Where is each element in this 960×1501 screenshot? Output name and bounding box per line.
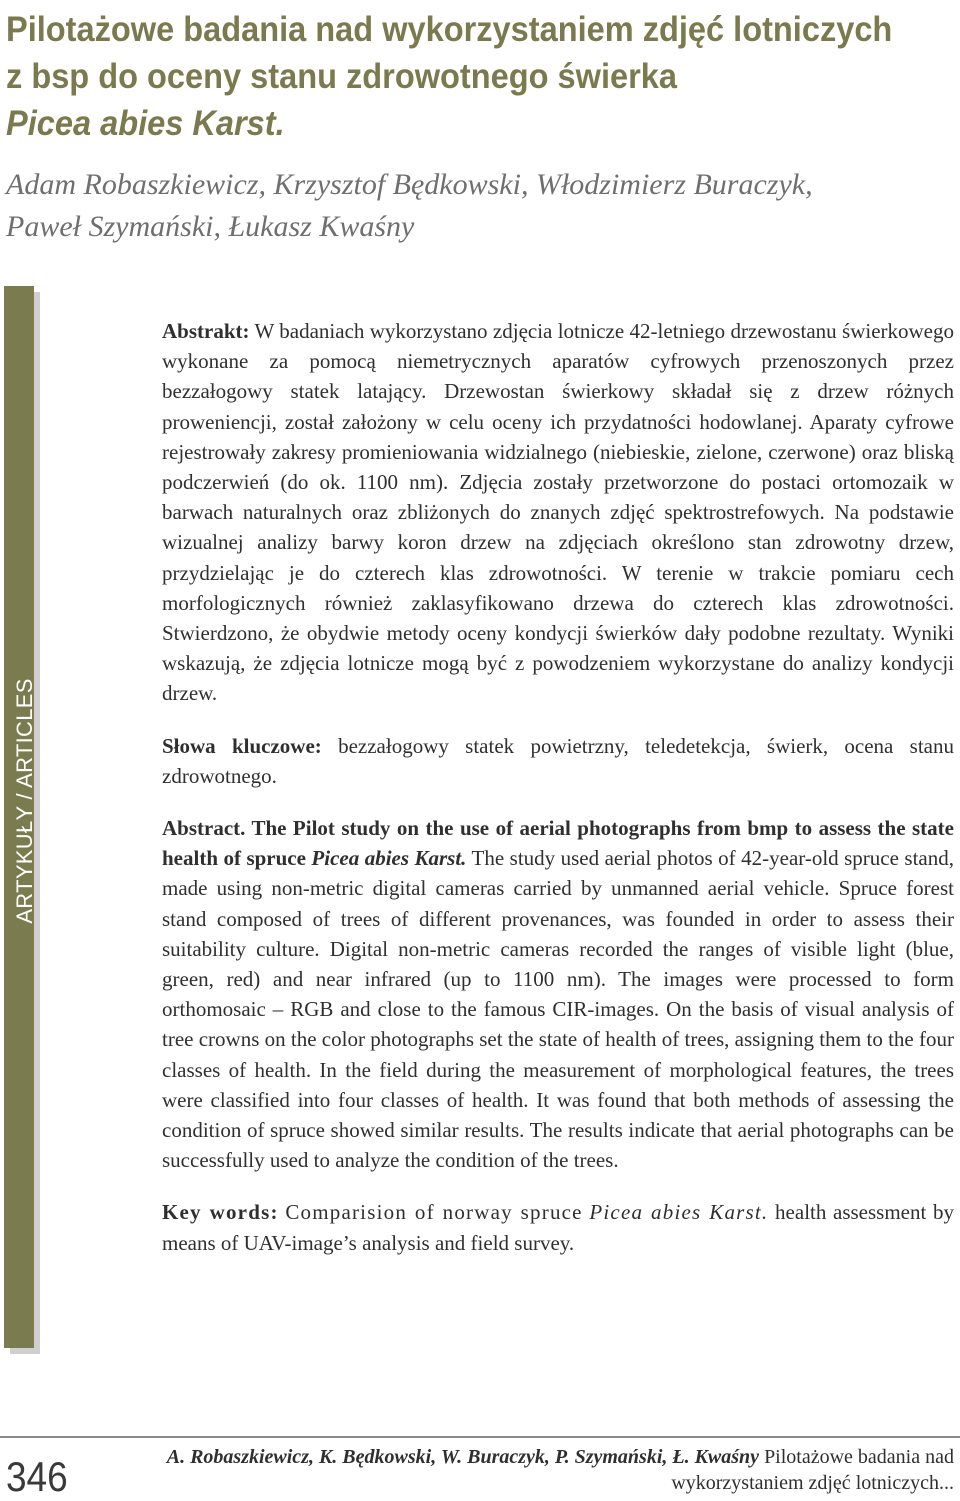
keywords-english-species: Picea abies Karst. bbox=[589, 1200, 769, 1225]
article-title bbox=[6, 6, 893, 147]
article-title-line-1: Pilotażowe badania nad wykorzystaniem zdjęć lotniczych bbox=[6, 10, 893, 49]
running-footer-title: Pilotażowe badania nad wykorzystaniem zdjęć lotniczych... bbox=[671, 1446, 954, 1494]
abstract-english-text: The study used aerial photos of 42-year-old spruce stand, made using non-metric digital cameras carried by unmanned aerial vehicle. Spruce forest stand composed of trees of different provenances, was founded in order to assess their suitability culture. Digital non-metric cameras recorded the ranges of visible light (blue, green, red) and near infrared (up to 1100 nm). The images were processed to form orthomosaic – RGB and close to the famous CIR-images. On the basis of visual analysis of tree crowns on the color photographs set the state of health of trees, assigning them to the four classes of health. In the field during the measurement of morphological features, the trees were classified into four classes of health. It was found that both methods of assessing the condition of spruce showed similar results. The results indicate that aerial photographs can be successfully used to analyze the condition of the trees. bbox=[162, 846, 954, 1173]
article-title-line-2: z bsp do oceny stanu zdrowotnego świerka bbox=[6, 57, 677, 96]
running-footer-authors: A. Robaszkiewicz, K. Będkowski, W. Buraczyk, P. Szymański, Ł. Kwaśny bbox=[166, 1446, 760, 1468]
footer-divider bbox=[0, 1436, 960, 1438]
keywords-polish-label: Słowa kluczowe: bbox=[162, 733, 322, 758]
author-list-line-2: Paweł Szymański, Łukasz Kwaśny bbox=[6, 210, 415, 243]
running-footer bbox=[134, 1444, 954, 1496]
keywords-english-label: Key words: bbox=[162, 1200, 279, 1225]
keywords-english bbox=[162, 1197, 954, 1257]
keywords-polish-text: bezzałogowy statek powietrzny, teledetekcja, świerk, ocena stanu zdrowotnego. bbox=[162, 733, 955, 788]
abstract-polish bbox=[162, 316, 954, 709]
abstract-polish-label: Abstrakt: bbox=[162, 319, 250, 343]
page-number: 346 bbox=[6, 1453, 68, 1500]
abstract-english-species: Picea abies Karst. bbox=[311, 846, 467, 871]
section-sidebar bbox=[4, 286, 37, 1348]
keywords-polish bbox=[162, 731, 954, 791]
keywords-english-text-after: health assessment by means of UAV-image’s analysis and field survey. bbox=[162, 1200, 955, 1255]
article-title-species: Picea abies Karst. bbox=[6, 104, 285, 143]
abstract-english bbox=[162, 813, 954, 1175]
author-list bbox=[6, 164, 946, 248]
keywords-english-text-before: Comparision of norway spruce bbox=[285, 1200, 583, 1225]
author-list-line-1: Adam Robaszkiewicz, Krzysztof Będkowski, Włodzimierz Buraczyk, bbox=[6, 168, 813, 201]
abstract-polish-text: W badaniach wykorzystano zdjęcia lotnicze 42-letniego drzewostanu świerkowego wykonane za pomocą niemetrycznych aparatów cyfrowych przenoszonych przez bezzałogowy statek latający. Drzewostan świerkowy składał się z drzew różnych proweniencji, został założony w celu oceny ich przydatności hodowlanej. Aparaty cyfrowe rejestrowały zakresy promieniowania widzialnego (niebieskie, zielone, czerwone) oraz bliską podczerwień (do ok. 1100 nm). Zdjęcia zostały przetworzone do postaci ortomozaik w barwach naturalnych oraz zbliżonych do znanych zdjęć spektrostrefowych. Na podstawie wizualnej analizy barwy koron drzew na zdjęciach określono stan zdrowotny drzew, przydzielając je do czterech klas zdrowotności. W terenie w trakcie pomiaru cech morfologicznych również zaklasyfikowano drzewa do czterech klas zdrowotności. Stwierdzono, że obydwie metody oceny kondycji świerków dały podobne rezultaty. Wyniki wskazują, że zdjęcia lotnicze mogą być z powodzeniem wykorzystane do analizy kondycji drzew. bbox=[162, 319, 954, 706]
section-sidebar-label: ARTYKUŁY / ARTICLES bbox=[12, 678, 37, 924]
abstract-english-label: Abstract. The Pilot study on the use of aerial photographs from bmp to assess the state health of spruce bbox=[162, 816, 954, 871]
article-body bbox=[162, 316, 954, 1280]
